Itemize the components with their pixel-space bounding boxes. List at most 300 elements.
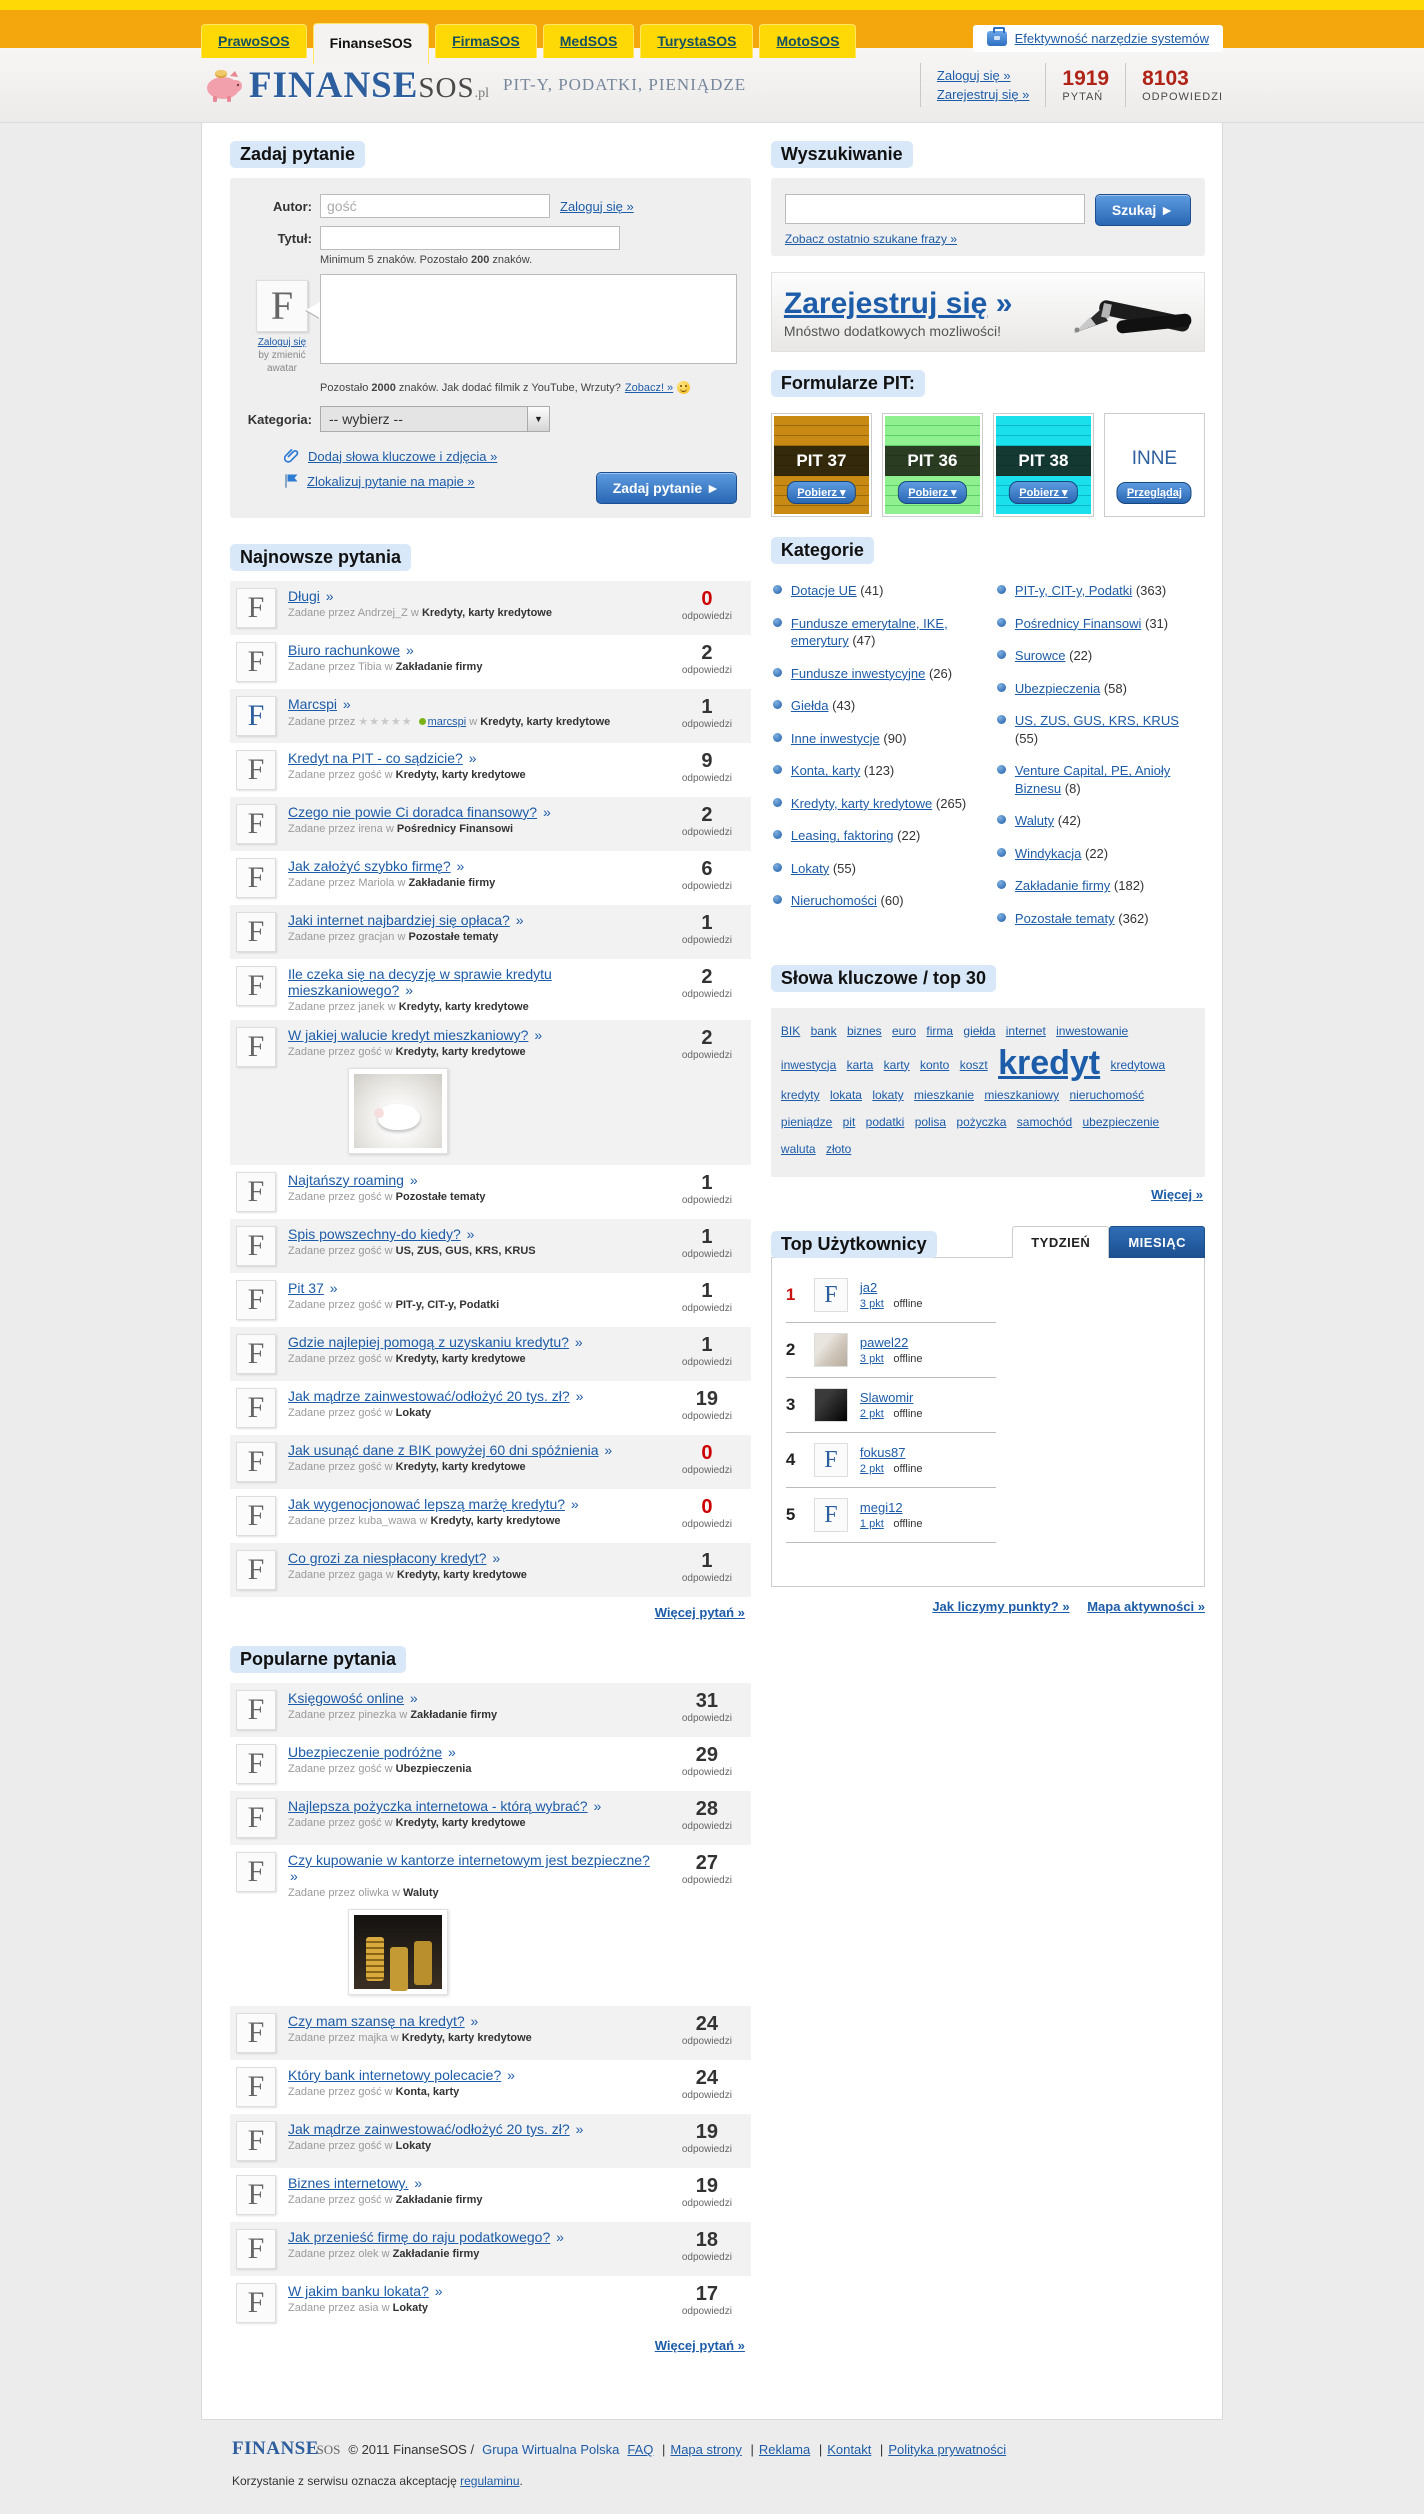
- question-body: [276, 1852, 671, 1999]
- tab-week[interactable]: TYDZIEŃ: [1012, 1226, 1109, 1258]
- category-link[interactable]: Konta, karty: [790, 763, 861, 779]
- question-title-arrow[interactable]: »: [434, 2283, 443, 2299]
- question-avatar: F: [236, 804, 276, 844]
- question-title-link[interactable]: Biznes internetowy.: [288, 2175, 409, 2191]
- site-tab-link[interactable]: FinanseSOS: [329, 35, 413, 51]
- question-title-link[interactable]: Długi: [288, 588, 320, 604]
- promo-link[interactable]: Efektywność narzędzie systemów: [1014, 31, 1209, 46]
- category-count: (90): [883, 730, 907, 746]
- question-title-link[interactable]: Jaki internet najbardziej się opłaca?: [288, 912, 510, 928]
- question-body: [276, 1388, 671, 1419]
- author-input[interactable]: [320, 194, 550, 218]
- logo-sos: SOS: [418, 71, 475, 104]
- tag-link[interactable]: polisa: [914, 1115, 947, 1130]
- answer-count: 1 odpowiedzi: [681, 1226, 732, 1260]
- question-row: [230, 2222, 751, 2276]
- main-content: [201, 123, 1223, 2420]
- login-link[interactable]: Zaloguj się »: [936, 68, 1011, 83]
- answer-count: 0 odpowiedzi: [681, 588, 732, 622]
- question-title-link[interactable]: W jakiej walucie kredyt mieszkaniowy?: [288, 1027, 529, 1043]
- site-tab-link[interactable]: FirmaSOS: [452, 33, 520, 49]
- question-photo[interactable]: [348, 1909, 448, 1995]
- question-title-link[interactable]: Spis powszechny-do kiedy?: [288, 1226, 461, 1242]
- question-category: Pozostałe tematy: [395, 1191, 486, 1203]
- category-link[interactable]: Pozostałe tematy: [1014, 911, 1115, 927]
- question-photo[interactable]: [348, 1068, 448, 1154]
- question-avatar: F: [236, 750, 276, 790]
- site-tab[interactable]: [313, 23, 429, 64]
- question-title-arrow[interactable]: »: [593, 1798, 602, 1814]
- user-points-link[interactable]: 1 pkt: [859, 1517, 884, 1530]
- tag-link[interactable]: pożyczka: [956, 1115, 1007, 1130]
- question-meta: Zadane przez gość w Kredyty, karty kredytowe: [288, 1046, 526, 1058]
- tab-month[interactable]: MIESIĄC: [1109, 1226, 1205, 1258]
- top-users-box: [771, 1257, 1205, 1587]
- question-avatar: F: [236, 588, 276, 628]
- question-title-arrow[interactable]: »: [468, 750, 477, 766]
- search-box: [771, 178, 1205, 256]
- question-meta: Zadane przez Mariola w Zakładanie firmy: [288, 877, 496, 889]
- question-category: Pozostałe tematy: [408, 931, 499, 943]
- question-body: [276, 2067, 671, 2098]
- answer-count: 1 odpowiedzi: [681, 1334, 732, 1368]
- answers-label: ODPOWIEDZI: [1142, 91, 1223, 103]
- category-count: (58): [1103, 680, 1127, 696]
- category-item: [771, 665, 981, 698]
- question-body: [276, 1744, 671, 1775]
- question-meta: Zadane przez olek w Zakładanie firmy: [288, 2248, 480, 2260]
- category-link[interactable]: Giełda: [790, 698, 829, 714]
- tag-link[interactable]: mieszkaniowy: [984, 1088, 1060, 1103]
- question-category: US, ZUS, GUS, KRS, KRUS: [395, 1245, 536, 1257]
- question-title-link[interactable]: Najlepsza pożyczka internetowa - którą wybrać?: [288, 1798, 588, 1814]
- question-title-arrow[interactable]: »: [492, 1550, 501, 1566]
- footer-link[interactable]: Kontakt: [827, 2442, 872, 2457]
- question-avatar: F: [236, 1798, 276, 1838]
- question-title-arrow[interactable]: »: [574, 1334, 583, 1350]
- pit-cards: [771, 413, 1205, 517]
- question-title-link[interactable]: Czego nie powie Ci doradca finansowy?: [288, 804, 538, 820]
- question-title-arrow[interactable]: »: [405, 982, 413, 998]
- pit-card[interactable]: [1104, 413, 1205, 517]
- question-meta: Zadane przez gość w Lokaty: [288, 2140, 432, 2152]
- question-avatar: F: [236, 1388, 276, 1428]
- question-body: [276, 1550, 671, 1581]
- tag-link[interactable]: ubezpieczenie: [1082, 1115, 1160, 1130]
- how-points-link[interactable]: Jak liczymy punkty? »: [932, 1598, 1070, 1614]
- user-name-link[interactable]: pawel22: [859, 1334, 909, 1350]
- answer-count: 27 odpowiedzi: [681, 1852, 732, 1886]
- footer-link[interactable]: Polityka prywatności: [888, 2442, 1007, 2457]
- question-title-arrow[interactable]: »: [329, 1280, 338, 1296]
- category-select[interactable]: [320, 406, 550, 432]
- question-title-arrow[interactable]: »: [570, 1496, 579, 1512]
- question-category: Kredyty, karty kredytowe: [401, 2032, 532, 2044]
- body-help: Pozostało 2000 znaków. Jak dodać filmik z YouTube, Wrzuty? Zobacz! »: [320, 381, 737, 394]
- footer-link[interactable]: Mapa strony: [670, 2442, 742, 2457]
- question-row: [230, 1020, 751, 1165]
- tag-link[interactable]: bank: [810, 1023, 837, 1038]
- question-row: [230, 2006, 751, 2060]
- category-label: Kategoria:: [247, 411, 312, 427]
- question-title-link[interactable]: Czy mam szansę na kredyt?: [288, 2013, 465, 2029]
- tag-link[interactable]: waluta: [780, 1141, 816, 1156]
- question-title-link[interactable]: Jak przenieść firmę do raju podatkowego?: [288, 2229, 551, 2245]
- category-count: (123): [863, 763, 895, 779]
- question-title-link[interactable]: Gdzie najlepiej pomogą z uzyskaniu kredytu?: [288, 1334, 569, 1350]
- online-dot-icon: [419, 718, 426, 725]
- question-title-arrow[interactable]: »: [466, 1226, 475, 1242]
- register-banner-link[interactable]: Zarejestruj się: [783, 287, 988, 320]
- search-button[interactable]: Szukaj ►: [1095, 194, 1191, 226]
- tag-link[interactable]: inwestycja: [780, 1057, 837, 1072]
- tag-link[interactable]: nieruchomość: [1069, 1088, 1145, 1103]
- question-title-arrow[interactable]: »: [342, 696, 351, 712]
- tag-cloud: [771, 1008, 1205, 1177]
- ask-question-heading: Zadaj pytanie: [230, 141, 365, 168]
- question-title-arrow[interactable]: »: [456, 858, 465, 874]
- question-title-link[interactable]: Pit 37: [288, 1280, 324, 1296]
- question-title-arrow[interactable]: »: [290, 1868, 298, 1884]
- category-link[interactable]: Fundusze inwestycyjne: [790, 665, 926, 681]
- submit-question-button[interactable]: Zadaj pytanie ►: [596, 472, 737, 504]
- question-row: [230, 1327, 751, 1381]
- user-points-link[interactable]: 3 pkt: [859, 1352, 884, 1365]
- category-item: [771, 795, 981, 828]
- footer-link[interactable]: FAQ: [627, 2442, 654, 2457]
- login-block: [937, 68, 1029, 102]
- pit-card-label: PIT 37: [774, 446, 869, 476]
- locate-on-map-link[interactable]: Zlokalizuj pytanie na mapie »: [307, 473, 475, 489]
- top-users-heading: Top Użytkownicy: [771, 1231, 937, 1258]
- question-avatar: F: [236, 2013, 276, 2053]
- question-body: [276, 1442, 671, 1473]
- piggy-bank-logo-icon: [201, 67, 245, 103]
- category-item: [771, 582, 981, 615]
- question-title-link[interactable]: Jak mądrze zainwestować/odłożyć 20 tys. zł?: [288, 2121, 570, 2137]
- category-count: (31): [1144, 615, 1169, 631]
- pit-card[interactable]: [993, 413, 1094, 517]
- answers-stat: [1142, 67, 1223, 103]
- search-input[interactable]: [785, 194, 1085, 224]
- question-title-arrow[interactable]: »: [515, 912, 524, 928]
- tag-link[interactable]: euro: [892, 1023, 917, 1038]
- pit-card[interactable]: [771, 413, 872, 517]
- question-meta: Zadane przez ★★★★★ marcspi w Kredyty, karty kredytowe: [288, 716, 611, 728]
- register-link[interactable]: Zarejestruj się »: [936, 87, 1030, 102]
- title-help: Minimum 5 znaków. Pozostało 200 znaków.: [320, 254, 533, 266]
- user-name-link[interactable]: Slawomir: [859, 1389, 914, 1405]
- pit-download-button[interactable]: Pobierz ▾: [1009, 481, 1077, 504]
- pit-download-button[interactable]: Pobierz ▾: [898, 481, 966, 504]
- category-link[interactable]: US, ZUS, GUS, KRS, KRUS: [1014, 713, 1179, 729]
- question-title-arrow[interactable]: »: [575, 2121, 584, 2137]
- question-category: Pośrednicy Finansowi: [396, 823, 514, 835]
- question-body: [276, 1798, 671, 1829]
- category-link[interactable]: Leasing, faktoring: [790, 828, 894, 844]
- tag-link[interactable]: inwestowanie: [1056, 1023, 1129, 1038]
- user-points-link[interactable]: 2 pkt: [859, 1407, 884, 1420]
- question-meta: Zadane przez gość w Kredyty, karty kredytowe: [288, 769, 526, 781]
- question-title-link[interactable]: Księgowość online: [288, 1690, 404, 1706]
- category-link[interactable]: Inne inwestycje: [790, 730, 880, 746]
- answer-count: 2 odpowiedzi: [681, 966, 732, 1000]
- question-body: [276, 1334, 671, 1365]
- question-body: [276, 804, 671, 835]
- site-tab-link[interactable]: MotoSOS: [776, 33, 840, 49]
- question-title-link[interactable]: Który bank internetowy polecacie?: [288, 2067, 502, 2083]
- user-status: offline: [893, 1407, 923, 1420]
- question-title-arrow[interactable]: »: [405, 642, 414, 658]
- category-link[interactable]: Dotacje UE: [790, 583, 857, 598]
- user-name-link[interactable]: fokus87: [859, 1444, 906, 1460]
- category-link[interactable]: Venture Capital, PE, Anioły Biznesu: [1014, 763, 1171, 796]
- question-body: [276, 966, 671, 1013]
- answer-count: 1 odpowiedzi: [681, 1172, 732, 1206]
- category-count: (26): [928, 665, 953, 681]
- category-count: (8): [1064, 780, 1081, 796]
- terms-link[interactable]: regulaminu: [460, 2474, 520, 2488]
- tag-link[interactable]: firma: [926, 1023, 954, 1038]
- top-users-tabs: [1012, 1226, 1205, 1258]
- question-title-link[interactable]: Ubezpieczenie podróżne: [288, 1744, 443, 1760]
- top-user-row: [786, 1433, 996, 1488]
- tag-link[interactable]: kredyt: [998, 1044, 1101, 1083]
- group-link[interactable]: Grupa Wirtualna Polska: [482, 2442, 620, 2457]
- question-title-arrow[interactable]: »: [414, 2175, 423, 2191]
- category-link[interactable]: Surowce: [1014, 648, 1066, 664]
- answer-count: 31 odpowiedzi: [681, 1690, 732, 1724]
- tag-link[interactable]: lokaty: [872, 1088, 904, 1103]
- category-link[interactable]: Lokaty: [790, 860, 830, 876]
- user-name-link[interactable]: ja2: [859, 1279, 878, 1295]
- footer-link[interactable]: Reklama: [758, 2442, 811, 2457]
- copyright-text: © 2011 FinanseSOS /: [348, 2442, 475, 2457]
- question-title-arrow[interactable]: »: [409, 1172, 418, 1188]
- question-body: [276, 2229, 671, 2260]
- question-title-arrow[interactable]: »: [507, 2067, 515, 2083]
- question-body: [276, 642, 671, 673]
- tag-link[interactable]: złoto: [825, 1141, 852, 1156]
- question-row: [230, 1381, 751, 1435]
- question-body: [276, 858, 671, 889]
- category-link[interactable]: Waluty: [1014, 813, 1055, 829]
- category-link[interactable]: PIT-y, CIT-y, Podatki: [1014, 583, 1133, 598]
- youtube-help-link[interactable]: Zobacz! »: [624, 381, 674, 394]
- category-link[interactable]: Windykacja: [1014, 845, 1082, 861]
- category-item: [771, 730, 981, 763]
- question-title-link[interactable]: Co grozi za niespłacony kredyt?: [288, 1550, 487, 1566]
- question-title-link[interactable]: Marcspi: [288, 696, 338, 712]
- question-category: Kredyty, karty kredytowe: [395, 1046, 526, 1058]
- question-row: [230, 2060, 751, 2114]
- keywords-heading: Słowa kluczowe / top 30: [771, 965, 996, 992]
- more-popular-questions-link[interactable]: Więcej pytań »: [654, 2338, 745, 2353]
- answer-count: 28 odpowiedzi: [681, 1798, 732, 1832]
- question-title-arrow[interactable]: »: [575, 1388, 584, 1404]
- answer-count: 1 odpowiedzi: [681, 696, 732, 730]
- add-keywords-link[interactable]: Dodaj słowa kluczowe i zdjęcia »: [308, 448, 498, 464]
- site-header: [0, 48, 1424, 123]
- header-divider: [1125, 63, 1126, 107]
- question-category: Waluty: [402, 1887, 439, 1899]
- category-item: [995, 812, 1205, 845]
- questions-label: PYTAŃ: [1062, 91, 1104, 103]
- tag-link[interactable]: karty: [883, 1057, 910, 1072]
- tag-link[interactable]: mieszkanie: [914, 1088, 975, 1103]
- more-latest-questions-link[interactable]: Więcej pytań »: [654, 1605, 745, 1620]
- category-link[interactable]: Fundusze emerytalne, IKE, emerytury: [790, 615, 948, 649]
- question-title-input[interactable]: [320, 226, 620, 250]
- register-banner-arrow[interactable]: »: [995, 287, 1013, 320]
- tag-link[interactable]: kredytowa: [1110, 1057, 1166, 1072]
- question-title-arrow[interactable]: »: [409, 1690, 418, 1706]
- user-points-link[interactable]: 3 pkt: [859, 1297, 884, 1310]
- question-body: [276, 588, 671, 619]
- category-select-value: -- wybierz --: [329, 411, 403, 427]
- question-meta: Zadane przez asia w Lokaty: [288, 2302, 429, 2314]
- avatar-caption: Zaloguj się by zmienić awatar: [257, 337, 307, 374]
- question-title-link[interactable]: Jak założyć szybko firmę?: [288, 858, 451, 874]
- pit-download-button[interactable]: Przeglądaj: [1117, 482, 1192, 504]
- site-tab-link[interactable]: MedSOS: [559, 33, 618, 49]
- terms-note: Korzystanie z serwisu oznacza akceptację regulaminu.: [232, 2474, 523, 2488]
- question-body-textarea[interactable]: [320, 274, 737, 364]
- question-row: [230, 1435, 751, 1489]
- category-link[interactable]: Pośrednicy Finansowi: [1014, 615, 1142, 631]
- answer-count: 17 odpowiedzi: [681, 2283, 732, 2317]
- category-item: [771, 697, 981, 730]
- question-meta: Zadane przez Tibia w Zakładanie firmy: [288, 661, 483, 673]
- pit-download-button[interactable]: Pobierz ▾: [787, 481, 855, 504]
- question-title-arrow[interactable]: »: [604, 1442, 613, 1458]
- more-tags-link[interactable]: Więcej »: [1151, 1186, 1203, 1202]
- question-category: PIT-y, CIT-y, Podatki: [395, 1299, 500, 1311]
- avatar-login-link[interactable]: Zaloguj się: [257, 337, 307, 348]
- tag-link[interactable]: biznes: [846, 1023, 882, 1038]
- category-item: [995, 647, 1205, 680]
- question-title-arrow[interactable]: »: [470, 2013, 479, 2029]
- tag-link[interactable]: konto: [920, 1057, 950, 1072]
- logo-pl: .pl: [474, 85, 490, 101]
- question-meta: Zadane przez gość w Kredyty, karty kredytowe: [288, 1353, 526, 1365]
- register-banner[interactable]: [771, 272, 1205, 352]
- question-title-link[interactable]: Najtańszy roaming: [288, 1172, 404, 1188]
- tag-link[interactable]: pieniądze: [780, 1115, 833, 1130]
- activity-map-link[interactable]: Mapa aktywności »: [1087, 1598, 1205, 1614]
- header-divider: [1045, 63, 1046, 107]
- tag-link[interactable]: giełda: [963, 1023, 996, 1038]
- answer-count: 1 odpowiedzi: [681, 1550, 732, 1584]
- category-item: [995, 712, 1205, 762]
- question-avatar: F: [236, 2229, 276, 2269]
- pit-card[interactable]: [882, 413, 983, 517]
- user-avatar: F: [814, 1498, 848, 1532]
- answer-count: 19 odpowiedzi: [681, 1388, 732, 1422]
- question-title-link[interactable]: Biuro rachunkowe: [288, 642, 401, 658]
- footer-logo: FINANSE: [232, 2438, 319, 2459]
- answer-count: 2 odpowiedzi: [681, 642, 732, 676]
- category-link[interactable]: Kredyty, karty kredytowe: [790, 795, 933, 811]
- question-row: [230, 797, 751, 851]
- tag-link[interactable]: kredyty: [780, 1088, 820, 1103]
- question-title-link[interactable]: Kredyt na PIT - co sądzicie?: [288, 750, 463, 766]
- category-link[interactable]: Ubezpieczenia: [1014, 680, 1101, 696]
- question-category: Kredyty, karty kredytowe: [421, 607, 552, 619]
- category-link[interactable]: Zakładanie firmy: [1014, 878, 1111, 894]
- question-title-link[interactable]: Jak wygenocjonować lepszą marżę kredytu?: [288, 1496, 566, 1512]
- answers-count: 8103: [1142, 67, 1189, 90]
- tag-link[interactable]: pit: [842, 1115, 856, 1130]
- question-title-arrow[interactable]: »: [542, 804, 551, 820]
- category-count: (55): [832, 860, 856, 876]
- logo-finanse: FINANSE: [249, 64, 419, 106]
- footer-link-item: [627, 2442, 670, 2457]
- tag-link[interactable]: koszt: [959, 1057, 988, 1072]
- question-avatar: F: [236, 2283, 276, 2323]
- user-avatar: F: [814, 1278, 848, 1312]
- question-title-link[interactable]: W jakim banku lokata?: [288, 2283, 429, 2299]
- question-meta: Zadane przez oliwka w Waluty: [288, 1887, 439, 1899]
- top-user-row: [786, 1268, 996, 1323]
- question-meta: Zadane przez gaga w Kredyty, karty kredytowe: [288, 1569, 527, 1581]
- user-status: offline: [893, 1297, 923, 1310]
- question-meta: Zadane przez majka w Kredyty, karty kredytowe: [288, 2032, 532, 2044]
- question-title-arrow[interactable]: »: [448, 1744, 456, 1760]
- site-tab-link[interactable]: TurystaSOS: [657, 33, 737, 49]
- tag-link[interactable]: karta: [846, 1057, 874, 1072]
- category-count: (42): [1057, 813, 1081, 829]
- author-link[interactable]: marcspi: [427, 716, 467, 728]
- question-category: Zakładanie firmy: [410, 1709, 498, 1721]
- user-name-link[interactable]: megi12: [859, 1499, 903, 1515]
- question-body: [276, 2013, 671, 2044]
- question-avatar: F: [236, 696, 276, 736]
- user-status: offline: [893, 1352, 923, 1365]
- user-points-link[interactable]: 2 pkt: [859, 1462, 884, 1475]
- question-title-arrow[interactable]: »: [325, 588, 334, 604]
- question-row: [230, 1219, 751, 1273]
- question-row: [230, 2168, 751, 2222]
- question-title-link[interactable]: Ile czeka się na decyzję w sprawie kredytu mieszkaniowego?: [288, 966, 552, 998]
- footer-link-item: [888, 2442, 1016, 2457]
- tag-link[interactable]: podatki: [865, 1115, 905, 1130]
- user-avatar: [814, 1388, 848, 1422]
- ask-question-form: [230, 178, 751, 518]
- tag-link[interactable]: lokata: [829, 1088, 862, 1103]
- tag-link[interactable]: internet: [1005, 1023, 1046, 1038]
- site-logo[interactable]: [249, 64, 489, 107]
- question-title-link[interactable]: Jak mądrze zainwestować/odłożyć 20 tys. zł?: [288, 1388, 570, 1404]
- question-meta: Zadane przez gość w Pozostałe tematy: [288, 1191, 486, 1203]
- question-row: [230, 1273, 751, 1327]
- question-title-link[interactable]: Jak usunąć dane z BIK powyżej 60 dni spóźnienia: [288, 1442, 599, 1458]
- question-category: Lokaty: [395, 1407, 432, 1419]
- tag-link[interactable]: samochód: [1016, 1115, 1073, 1130]
- question-title-arrow[interactable]: »: [534, 1027, 543, 1043]
- question-title-link[interactable]: Czy kupowanie w kantorze internetowym jest bezpieczne?: [288, 1852, 650, 1868]
- category-link[interactable]: Nieruchomości: [790, 893, 877, 909]
- question-row: [230, 851, 751, 905]
- site-tab-link[interactable]: PrawoSOS: [218, 33, 290, 49]
- recent-searches-link[interactable]: Zobacz ostatnio szukane frazy »: [784, 232, 957, 246]
- question-meta: Zadane przez gość w Konta, karty: [288, 2086, 460, 2098]
- question-row: [230, 1845, 751, 2006]
- form-login-link[interactable]: Zaloguj się »: [560, 198, 634, 214]
- tag-link[interactable]: BIK: [780, 1023, 801, 1038]
- question-title-arrow[interactable]: »: [556, 2229, 564, 2245]
- latest-questions-list: [230, 581, 751, 1597]
